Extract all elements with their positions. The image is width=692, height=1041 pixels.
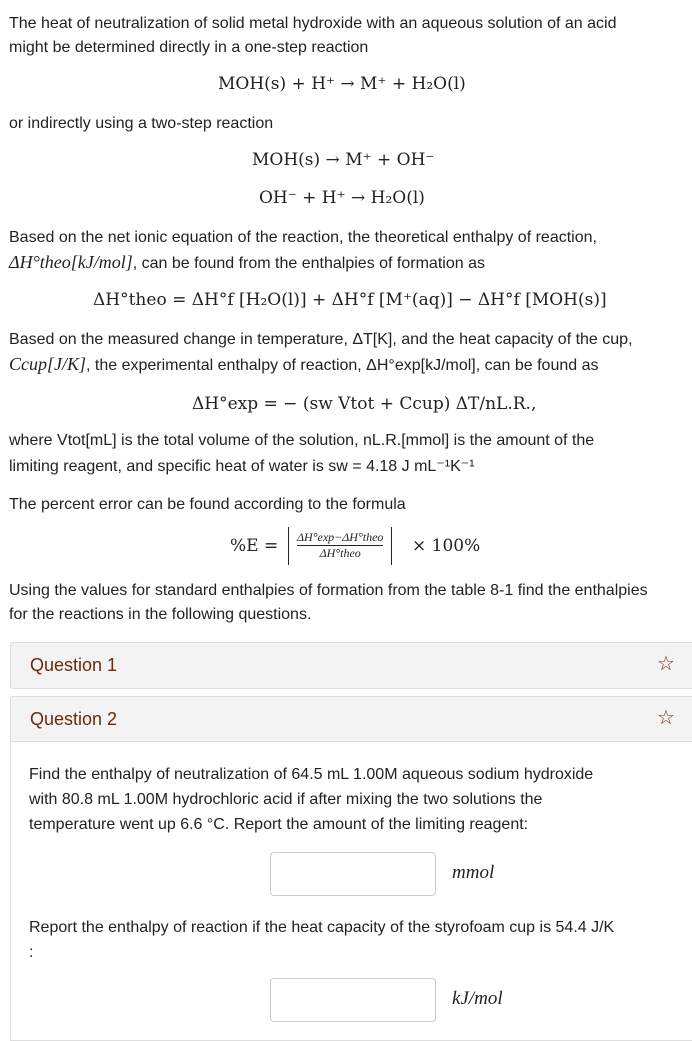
equation-percent-rhs: × 100%: [412, 536, 481, 556]
text: , can be found from the enthalpies of formation as: [132, 255, 485, 272]
intro-line: where Vtot[mL] is the total volume of the solution, nL.R.[mmol] is the amount of the: [9, 432, 595, 449]
equation-exp: ΔH°exp = − (sw Vtot + Ccup) ΔT/nL.R.,: [192, 394, 537, 414]
intro-line: The heat of neutralization of solid metal hydroxide with an aqueous solution of an acid: [9, 15, 617, 32]
question-text: :: [29, 944, 34, 961]
intro-line: Based on the net ionic equation of the reaction, the theoretical enthalpy of reaction,: [9, 229, 597, 246]
intro-line: Using the values for standard enthalpies of formation from the table 8-1 find the enthalpies: [9, 582, 648, 599]
question-title: Question 2: [30, 709, 118, 729]
star-icon[interactable]: ☆: [657, 707, 675, 729]
equation-theo: ΔH°theo = ΔH°f [H₂O(l)] + ΔH°f [M⁺(aq)] − ΔH°f [MOH(s)]: [93, 290, 607, 310]
fraction: [288, 527, 392, 565]
math: ΔH°theo[kJ/mol]: [9, 252, 133, 272]
intro-line: limiting reagent, and specific heat of water is sw = 4.18 J mL⁻¹K⁻¹: [9, 458, 475, 475]
intro-line: Based on the measured change in temperature, ΔT[K], and the heat capacity of the cup,: [9, 331, 633, 348]
limiting-reagent-input[interactable]: [270, 852, 436, 896]
intro-line: or indirectly using a two-step reaction: [9, 115, 274, 132]
star-icon[interactable]: ☆: [657, 653, 675, 675]
intro-line: for the reactions in the following questions.: [9, 606, 312, 623]
question-text: temperature went up 6.6 °C. Report the amount of the limiting reagent:: [29, 816, 529, 833]
denominator: ΔH°theo: [319, 546, 361, 560]
enthalpy-input[interactable]: [270, 978, 436, 1022]
question-text: Report the enthalpy of reaction if the heat capacity of the styrofoam cup is 54.4 J/K: [29, 919, 615, 936]
unit-label: kJ/mol: [452, 988, 503, 1009]
question-text: with 80.8 mL 1.00M hydrochloric acid if after mixing the two solutions the: [29, 791, 543, 808]
equation-step1: MOH(s) → M⁺ + OH⁻: [252, 150, 435, 170]
math: Ccup[J/K]: [9, 354, 87, 374]
text: , the experimental enthalpy of reaction, ΔH°exp[kJ/mol], can be found as: [86, 357, 599, 374]
numerator: ΔH°exp−ΔH°theo: [297, 527, 383, 546]
question-text: Find the enthalpy of neutralization of 64.5 mL 1.00M aqueous sodium hydroxide: [29, 766, 594, 783]
intro-line: The percent error can be found according to the formula: [9, 496, 406, 513]
intro-line: might be determined directly in a one-step reaction: [9, 39, 369, 56]
question-1-header[interactable]: [10, 642, 692, 689]
question-title: Question 1: [30, 655, 118, 675]
equation-percent-lhs: %E =: [230, 536, 279, 556]
question-2-header[interactable]: [10, 696, 692, 742]
equation-direct: MOH(s) + H⁺ → M⁺ + H₂O(l): [218, 74, 466, 94]
equation-step2: OH⁻ + H⁺ → H₂O(l): [259, 188, 425, 208]
unit-label: mmol: [452, 862, 495, 883]
